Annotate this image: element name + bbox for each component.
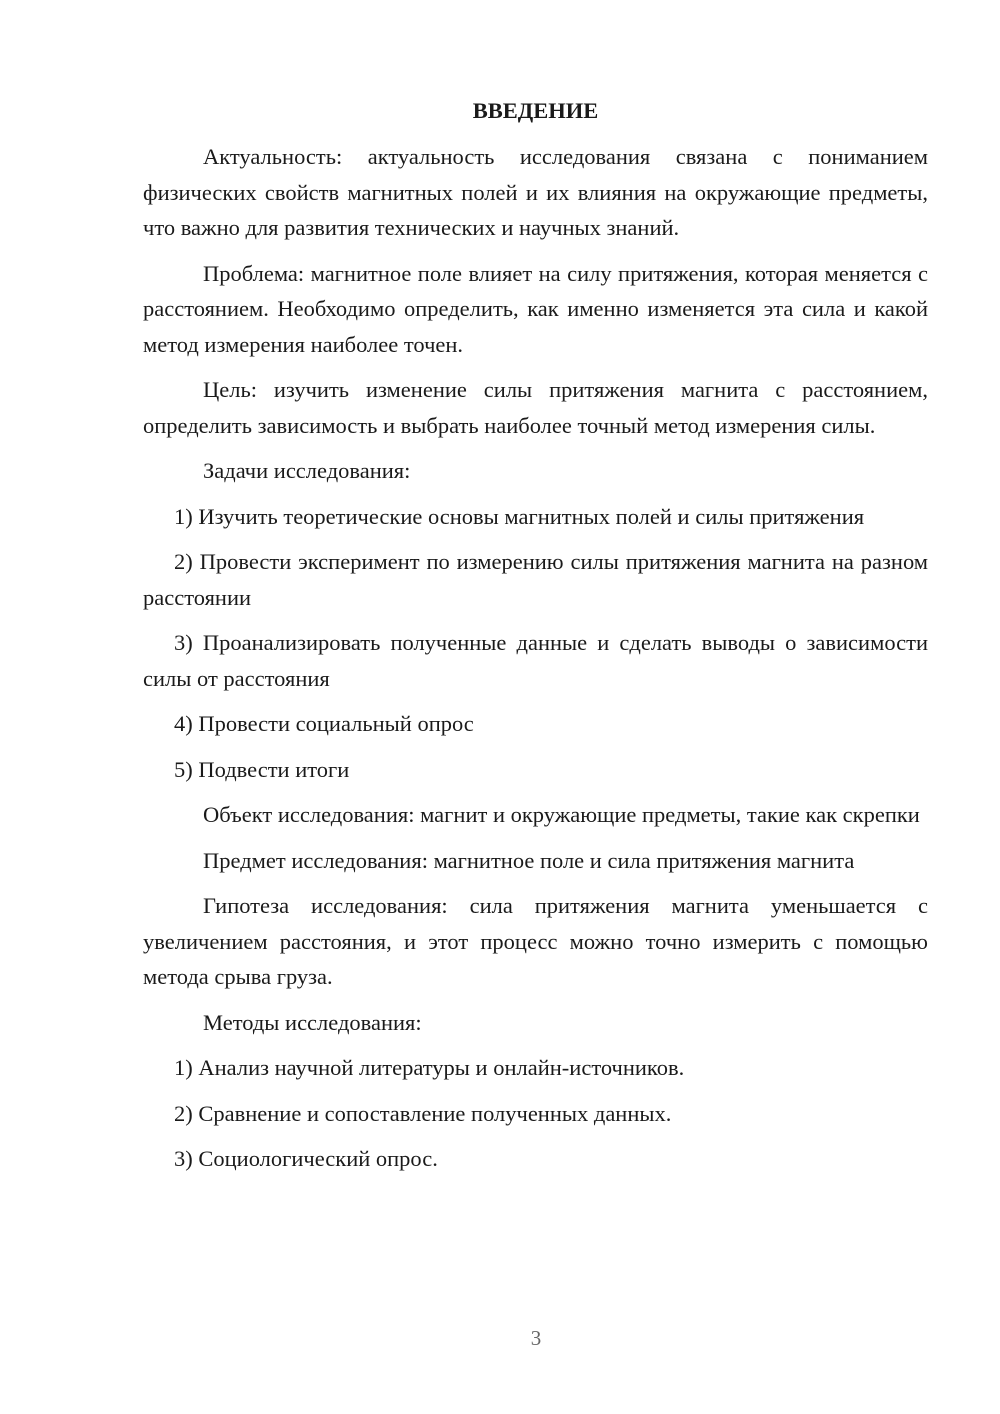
paragraph-subject: Предмет исследования: магнитное поле и сила притяжения магнита	[203, 847, 855, 873]
page-content	[143, 96, 928, 1187]
task-item-2: 2) Провести эксперимент по измерению силы притяжения магнита на разном расстоянии	[143, 549, 928, 610]
task-item-5: 5) Подвести итоги	[174, 756, 350, 782]
method-item-1: 1) Анализ научной литературы и онлайн-источников.	[174, 1055, 685, 1080]
task-item-1: 1) Изучить теоретические основы магнитных полей и силы притяжения	[174, 503, 865, 529]
paragraph-problem: Проблема: магнитное поле влияет на силу притяжения, которая меняется с расстоянием. Необходимо определить, как именно изменяется эта сила и какой метод измерения наиболее точен.	[143, 260, 928, 357]
paragraph-goal: Цель: изучить изменение силы притяжения магнита с расстоянием, определить зависимость и выбрать наиболее точный метод измерения силы.	[143, 377, 928, 438]
page-title: ВВЕДЕНИЕ	[472, 98, 599, 123]
method-item-2: 2) Сравнение и сопоставление полученных данных.	[174, 1100, 672, 1126]
task-item-4: 4) Провести социальный опрос	[174, 711, 474, 736]
paragraph-relevance: Актуальность: актуальность исследования связана с пониманием физических свойств магнитных полей и их влияния на окружающие предметы, что важно для развития технических и научных знаний.	[143, 144, 928, 240]
task-item-3: 3) Проанализировать полученные данные и сделать выводы о зависимости силы от расстояния	[143, 630, 928, 691]
paragraph-hypothesis: Гипотеза исследования: сила притяжения магнита уменьшается с увеличением расстояния, и этот процесс можно точно измерить с помощью метода срыва груза.	[143, 893, 928, 989]
tasks-heading: Задачи исследования:	[203, 458, 411, 483]
methods-heading: Методы исследования:	[203, 1009, 422, 1035]
page-number: 3	[530, 1326, 542, 1350]
method-item-3: 3) Социологический опрос.	[174, 1146, 438, 1171]
paragraph-object: Объект исследования: магнит и окружающие предметы, такие как скрепки	[203, 802, 920, 827]
